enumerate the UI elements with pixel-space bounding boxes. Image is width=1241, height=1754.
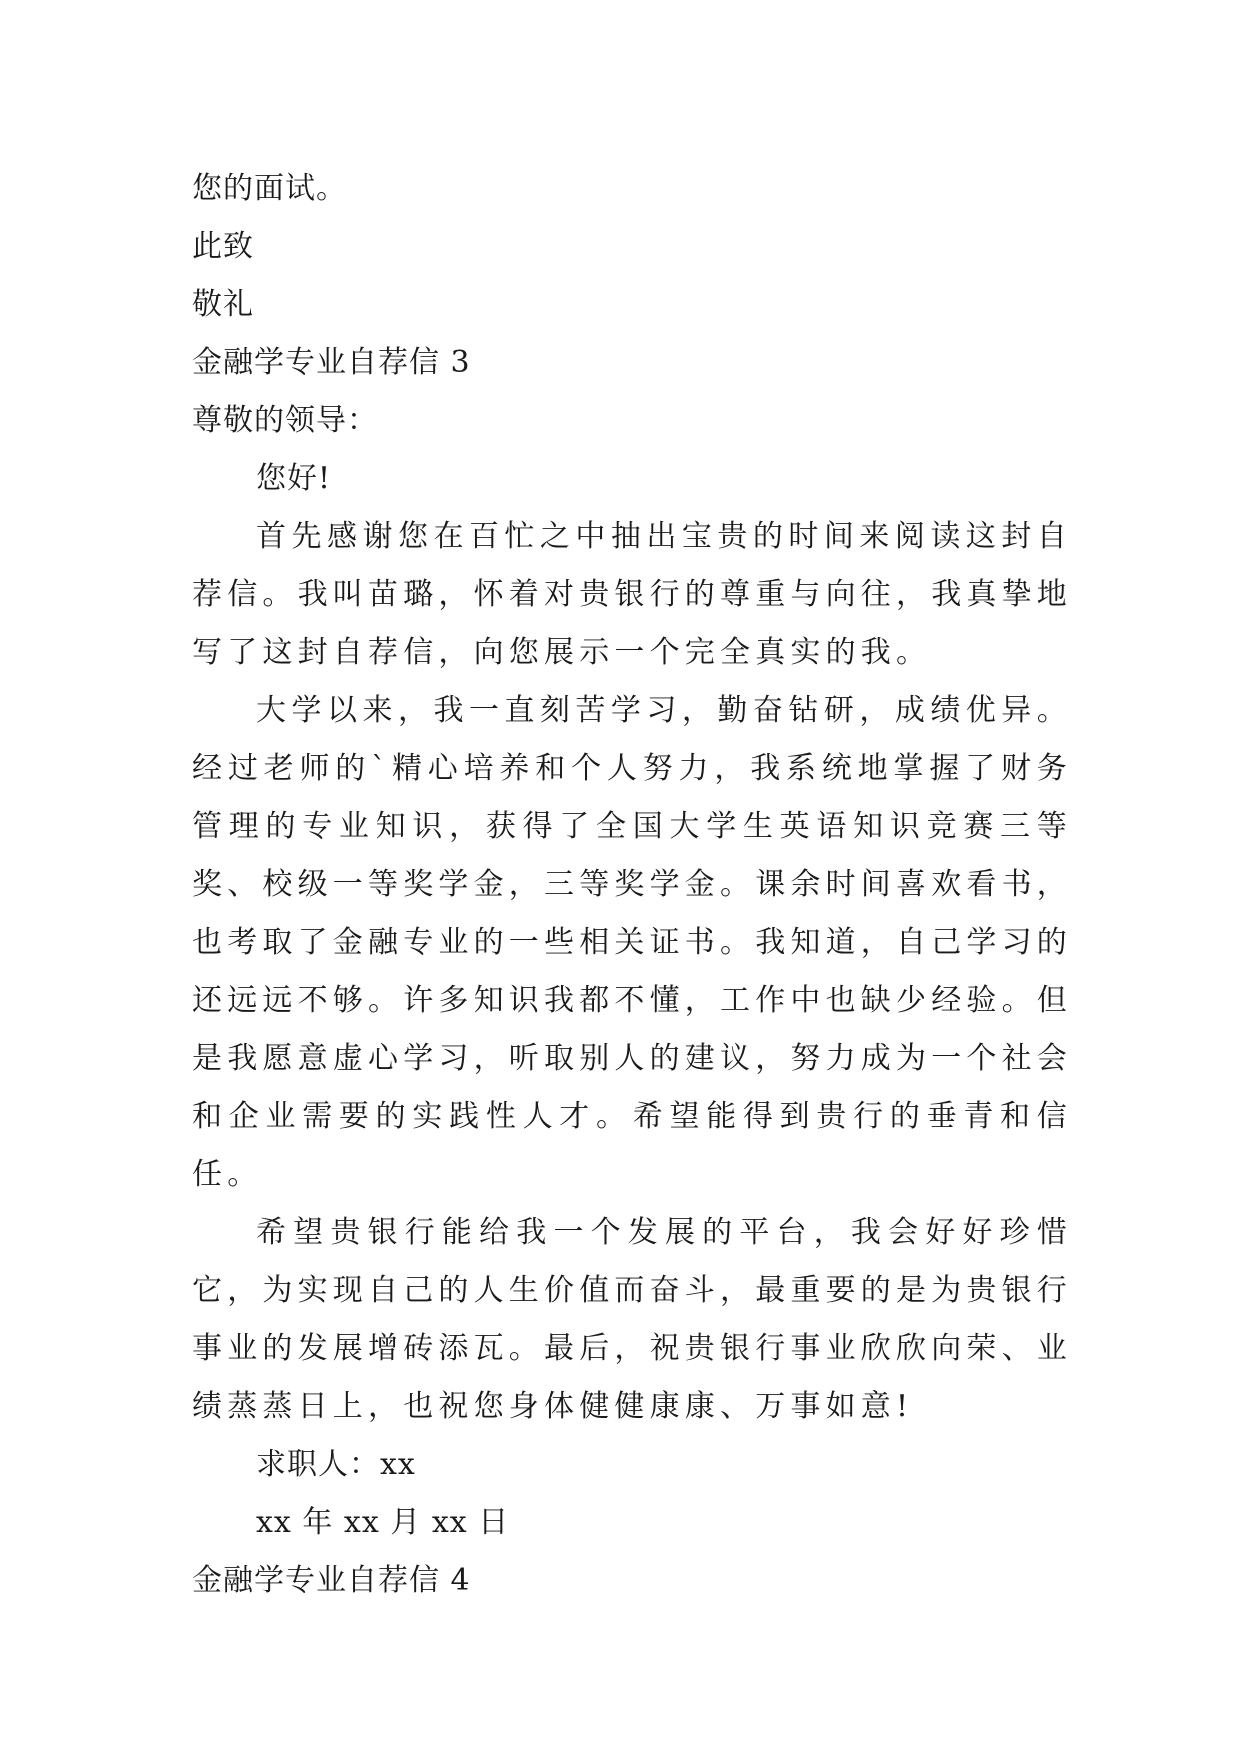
document-page [192,160,1072,1610]
signature: 求职人：xx [256,1447,416,1482]
closing-regards: 敬礼 [192,287,254,322]
closing-salutation: 此致 [192,229,254,264]
date: xx 年 xx 月 xx 日 [256,1505,510,1540]
recipient-salutation: 尊敬的领导： [192,403,378,438]
paragraph-intro: 首先感谢您在百忙之中抽出宝贵的时间来阅读这封自荐信。我叫苗璐，怀着对贵银行的尊重与向往，我真挚地写了这封自荐信，向您展示一个完全真实的我。 [192,519,1072,670]
paragraph-study: 大学以来，我一直刻苦学习，勤奋钻研，成绩优异。经过老师的`精心培养和个人努力，我系统地掌握了财务管理的专业知识，获得了全国大学生英语知识竞赛三等奖、校级一等奖学金，三等奖学金。课余时间喜欢看书，也考取了金融专业的一些相关证书。我知道，自己学习的还远远不够。许多知识我都不懂，工作中也缺少经验。但是我愿意虚心学习，听取别人的建议，努力成为一个社会和企业需要的实践性人才。希望能得到贵行的垂青和信任。 [192,693,1072,1192]
greeting: 您好! [256,461,332,496]
text-line-interview: 您的面试。 [192,171,347,206]
next-letter-title: 金融学专业自荐信 4 [192,1563,471,1598]
paragraph-closing: 希望贵银行能给我一个发展的平台，我会好好珍惜它，为实现自己的人生价值而奋斗，最重要的是为贵银行事业的发展增砖添瓦。最后，祝贵银行事业欣欣向荣、业绩蒸蒸日上，也祝您身体健健康康、万事如意! [192,1215,1072,1424]
letter-title: 金融学专业自荐信 3 [192,345,471,380]
